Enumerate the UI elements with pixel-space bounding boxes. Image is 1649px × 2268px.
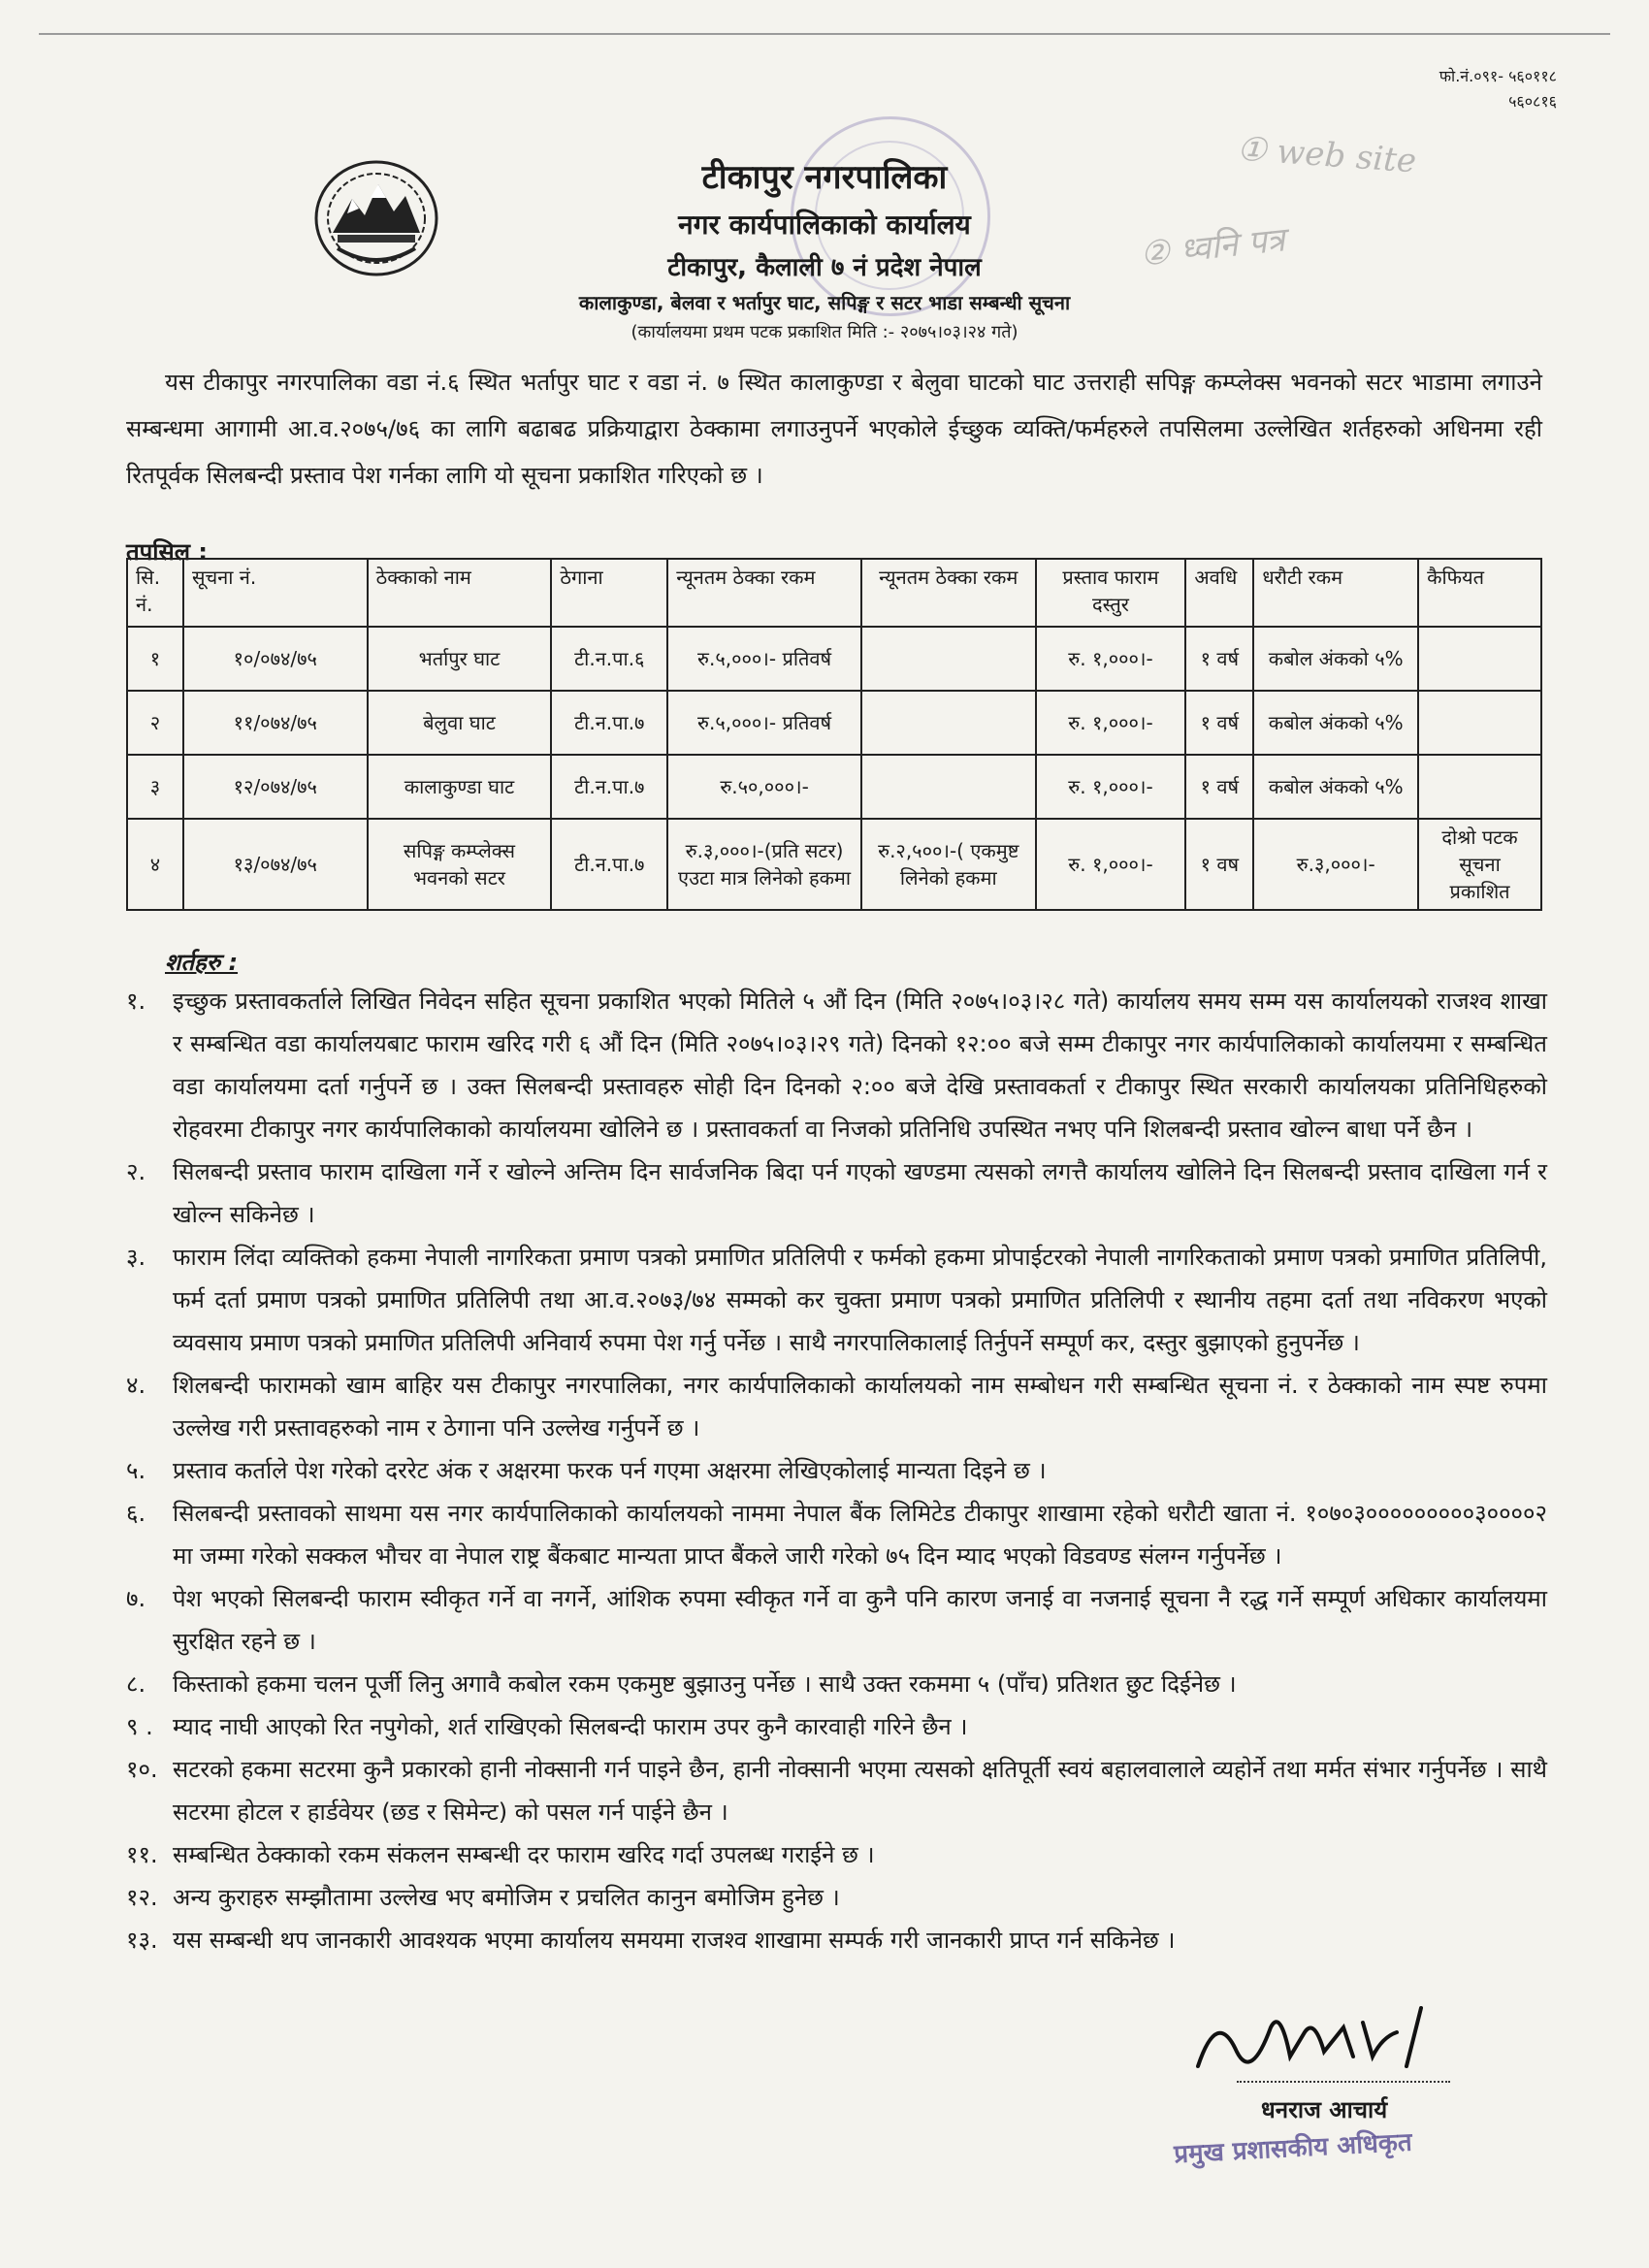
- term-number: १.: [126, 988, 146, 1015]
- term-text: किस्ताको हकमा चलन पूर्जी लिनु अगावै कबोल रकम एकमुष्ट बुझाउनु पर्नेछ । साथै उक्त रकममा ५ (पाँच) प्रतिशत छुट दिईनेछ ।: [173, 1670, 1237, 1698]
- cell-remarks: दोश्रो पटक सूचना प्रकाशित: [1418, 819, 1541, 910]
- cell-period: १ वष: [1185, 819, 1253, 910]
- term-number: ७.: [126, 1585, 146, 1612]
- cell-min-amount: रु.५,०००।- प्रतिवर्ष: [667, 691, 861, 755]
- cell-notice-no: ११/०७४/७५: [183, 691, 368, 755]
- cell-min-amount: रु.३,०००।-(प्रति सटर) एउटा मात्र लिनेको हकमा: [667, 819, 861, 910]
- col-header-sn: सि. नं.: [127, 559, 183, 627]
- office-title: नगर कार्यपालिकाको कार्यालय: [678, 209, 971, 241]
- cell-min-amount-2: [861, 755, 1036, 819]
- cell-min-amount-2: [861, 691, 1036, 755]
- cell-notice-no: १३/०७४/७५: [183, 819, 368, 910]
- list-item: [126, 1577, 1547, 1663]
- cell-period: १ वर्ष: [1185, 755, 1253, 819]
- org-title: टीकापुर नगरपालिका: [701, 158, 948, 197]
- term-text: सिलबन्दी प्रस्तावको साथमा यस नगर कार्यपालिकाको कार्यालयको नाममा नेपाल बैंक लिमिटेड टीकापुर शाखामा रहेको धरौटी खाता नं. १०७०३०००००००००३००००२ मा जम्मा गरेको सक्कल भौचर वा नेपाल राष्ट्र बैंकबाट मान्यता प्राप्त बैंकले जारी गरेको ७५ दिन म्याद भएको विडवण्ड संलग्न गर्नुपर्नेछ ।: [173, 1500, 1547, 1570]
- intro-paragraph: यस टीकापुर नगरपालिका वडा नं.६ स्थित भर्तापुर घाट र वडा नं. ७ स्थित कालाकुण्डा र बेलुवा घाटको घाट उत्तराही सपिङ्ग कम्प्लेक्स भवनको सटर भाडामा लगाउने सम्बन्धमा आगामी आ.व.२०७५/७६ का लागि बढाबढ प्रक्रियाद्वारा ठेक्कामा लगाउनुपर्ने भएकोले ईच्छुक व्यक्ति/फर्महरुले तपसिलमा उल्लेखित शर्तहरुको अधिनमा रही रितपूर्वक सिलबन्दी प्रस्ताव पेश गर्नका लागि यो सूचना प्रकाशित गरिएको छ ।: [126, 369, 1542, 489]
- term-text: यस सम्बन्धी थप जानकारी आवश्यक भएमा कार्यालय समयमा राजश्व शाखामा सम्पर्क गरी जानकारी प्राप्त गर्न सकिनेछ ।: [173, 1927, 1176, 1954]
- list-item: [126, 1236, 1547, 1364]
- term-number: ८.: [126, 1670, 146, 1698]
- term-text: म्याद नाघी आएको रित नपुगेको, शर्त राखिएको सिलबन्दी फाराम उपर कुनै कारवाही गरिने छैन ।: [173, 1713, 968, 1740]
- terms-heading: शर्तहरु :: [165, 949, 239, 976]
- list-item: [126, 1705, 1547, 1748]
- cell-form-fee: रु. १,०००।-: [1036, 691, 1186, 755]
- phone-numbers: [1439, 64, 1557, 114]
- cell-contract-name: बेलुवा घाट: [368, 691, 552, 755]
- signature-line: [1237, 2081, 1450, 2083]
- list-item: [126, 1748, 1547, 1833]
- list-item: [126, 1663, 1547, 1705]
- cell-period: १ वर्ष: [1185, 691, 1253, 755]
- signature-icon: [1179, 1998, 1470, 2086]
- term-text: सिलबन्दी प्रस्ताव फाराम दाखिला गर्ने र खोल्ने अन्तिम दिन सार्वजनिक बिदा पर्न गएको खण्डमा त्यसको लगत्तै कार्यालय खोलिने दिन सिलबन्दी प्रस्ताव दाखिला गर्न र खोल्न सकिनेछ ।: [173, 1158, 1547, 1228]
- table-row: [127, 691, 1541, 755]
- cell-address: टी.न.पा.७: [551, 819, 667, 910]
- cell-sn: ४: [127, 819, 183, 910]
- cell-min-amount: रु.५,०००।- प्रतिवर्ष: [667, 627, 861, 691]
- cell-deposit: कबोल अंकको ५%: [1253, 755, 1418, 819]
- cell-contract-name: कालाकुण्डा घाट: [368, 755, 552, 819]
- term-number: ९ .: [126, 1713, 153, 1740]
- cell-notice-no: १०/०७४/७५: [183, 627, 368, 691]
- col-header-address: ठेगाना: [551, 559, 667, 627]
- cell-deposit: कबोल अंकको ५%: [1253, 691, 1418, 755]
- term-text: सम्बन्धित ठेक्काको रकम संकलन सम्बन्धी दर फाराम खरिद गर्दा उपलब्ध गराईने छ ।: [173, 1841, 875, 1868]
- col-header-min-amount-2: न्यूनतम ठेक्का रकम: [861, 559, 1036, 627]
- table-header-row: [127, 559, 1541, 627]
- cell-sn: १: [127, 627, 183, 691]
- cell-deposit: कबोल अंकको ५%: [1253, 627, 1418, 691]
- cell-form-fee: रु. १,०००।-: [1036, 819, 1186, 910]
- term-number: १२.: [126, 1884, 158, 1911]
- cell-deposit: रु.३,०००।-: [1253, 819, 1418, 910]
- term-text: शिलबन्दी फारामको खाम बाहिर यस टीकापुर नगरपालिका, नगर कार्यपालिकाको कार्यालयको नाम सम्बोधन गरी सम्बन्धित सूचना नं. र ठेक्काको नाम स्पष्ट रुपमा उल्लेख गरी प्रस्तावहरुको नाम र ठेगाना पनि उल्लेख गर्नुपर्ने छ ।: [173, 1372, 1547, 1442]
- table-row: [127, 755, 1541, 819]
- col-header-notice-no: सूचना नं.: [183, 559, 368, 627]
- cell-contract-name: भर्तापुर घाट: [368, 627, 552, 691]
- term-number: ६.: [126, 1500, 146, 1527]
- cell-notice-no: १२/०७४/७५: [183, 755, 368, 819]
- cell-remarks: [1418, 691, 1541, 755]
- cell-form-fee: रु. १,०००।-: [1036, 627, 1186, 691]
- signer-title-stamp: प्रमुख प्रशासकीय अधिकृत: [1173, 2127, 1413, 2170]
- top-border-line: [39, 33, 1610, 35]
- cell-form-fee: रु. १,०००।-: [1036, 755, 1186, 819]
- cell-address: टी.न.पा.७: [551, 755, 667, 819]
- schedule-table: [126, 558, 1542, 911]
- col-header-contract-name: ठेक्काको नाम: [368, 559, 552, 627]
- list-item: [126, 980, 1547, 1150]
- phone-line-1: फो.नं.०९१- ५६०११८: [1439, 67, 1557, 85]
- table-row: [127, 819, 1541, 910]
- col-header-form-fee: प्रस्ताव फाराम दस्तुर: [1036, 559, 1186, 627]
- list-item: [126, 1833, 1547, 1876]
- schedule-label: तपसिल :: [126, 538, 208, 566]
- cell-sn: ३: [127, 755, 183, 819]
- col-header-remarks: कैफियत: [1418, 559, 1541, 627]
- term-text: सटरको हकमा सटरमा कुनै प्रकारको हानी नोक्सानी गर्न पाइने छैन, हानी नोक्सानी भएमा त्यसको क्षतिपूर्ती स्वयं बहालवालाले व्यहोर्ने तथा मर्मत संभार गर्नुपर्नेछ । साथै सटरमा होटल र हार्डवेयर (छड र सिमेन्ट) को पसल गर्न पाईने छैन ।: [173, 1756, 1547, 1826]
- pencil-note-2: ② ध्वनि पत्र: [1138, 220, 1287, 275]
- term-text: इच्छुक प्रस्तावकर्ताले लिखित निवेदन सहित सूचना प्रकाशित भएको मितिले ५ औं दिन (मिति २०७५।०३।२८ गते) कार्यालय समय सम्म यस कार्यालयको राजश्व शाखा र सम्बन्धित वडा कार्यालयबाट फाराम खरिद गरी ६ औं दिन (मिति २०७५।०३।२९ गते) दिनको १२:०० बजे सम्म टीकापुर नगर कार्यपालिकाको कार्यालयमा र सम्बन्धित वडा कार्यालयमा दर्ता गर्नुपर्ने छ । उक्त सिलबन्दी प्रस्तावहरु सोही दिन दिनको २:०० बजे देखि प्रस्तावकर्ता र टीकापुर स्थित सरकारी कार्यालयका प्रतिनिधिहरुको रोहवरमा टीकापुर नगर कार्यपालिकाको कार्यालयमा खोलिने छ । प्रस्तावकर्ता वा निजको प्रतिनिधि उपस्थित नभए पनि शिलबन्दी प्रस्ताव खोल्न बाधा पर्ने छैन ।: [173, 988, 1547, 1143]
- col-header-period: अवधि: [1185, 559, 1253, 627]
- list-item: [126, 1449, 1547, 1492]
- term-text: फाराम लिंदा व्यक्तिको हकमा नेपाली नागरिकता प्रमाण पत्रको प्रमाणित प्रतिलिपी र फर्मको हकमा प्रोपाईटरको नेपाली नागरिकताको प्रमाण पत्रको प्रमाणित प्रतिलिपी, फर्म दर्ता प्रमाण पत्रको प्रमाणित प्रतिलिपी तथा आ.व.२०७३/७४ सम्मको कर चुक्ता प्रमाण पत्रको प्रमाणित प्रतिलिपी र स्थानीय तहमा दर्ता तथा नविकरण भएको व्यवसाय प्रमाण पत्रको प्रमाणित प्रतिलिपी अनिवार्य रुपमा पेश गर्नु पर्नेछ । साथै नगरपालिकालाई तिर्नुपर्ने सम्पूर्ण कर, दस्तुर बुझाएको हुनुपर्नेछ ।: [173, 1244, 1547, 1356]
- signer-name: धनराज आचार्य: [1261, 2096, 1388, 2123]
- term-number: ११.: [126, 1841, 158, 1868]
- term-number: १०.: [126, 1756, 158, 1783]
- term-number: ४.: [126, 1372, 146, 1399]
- cell-remarks: [1418, 627, 1541, 691]
- pencil-note-1: ① web site: [1235, 129, 1418, 181]
- cell-address: टी.न.पा.६: [551, 627, 667, 691]
- notice-subject: कालाकुण्डा, बेलवा र भर्तापुर घाट, सपिङ्ग र सटर भाडा सम्बन्धी सूचना: [578, 291, 1071, 314]
- cell-min-amount-2: रु.२,५००।-( एकमुष्ट लिनेको हकमा: [861, 819, 1036, 910]
- cell-min-amount: रु.५०,०००।-: [667, 755, 861, 819]
- terms-list: [126, 980, 1547, 1961]
- term-number: ५.: [126, 1457, 146, 1484]
- term-text: अन्य कुराहरु सम्झौतामा उल्लेख भए बमोजिम र प्रचलित कानुन बमोजिम हुनेछ ।: [173, 1884, 840, 1911]
- cell-sn: २: [127, 691, 183, 755]
- publish-date: (कार्यालयमा प्रथम पटक प्रकाशित मिति :- २०७५।०३।२४ गते): [630, 322, 1018, 342]
- term-number: ३.: [126, 1244, 146, 1271]
- col-header-min-amount: न्यूनतम ठेक्का रकम: [667, 559, 861, 627]
- term-number: २.: [126, 1158, 146, 1185]
- table-row: [127, 627, 1541, 691]
- list-item: [126, 1919, 1547, 1961]
- col-header-deposit: धरौटी रकम: [1253, 559, 1418, 627]
- office-address: टीकापुर, कैलाली ७ नं प्रदेश नेपाल: [667, 253, 982, 282]
- cell-period: १ वर्ष: [1185, 627, 1253, 691]
- term-text: प्रस्ताव कर्ताले पेश गरेको दररेट अंक र अक्षरमा फरक पर्न गएमा अक्षरमा लेखिएकोलाई मान्यता दिइने छ ।: [173, 1457, 1047, 1484]
- list-item: [126, 1876, 1547, 1919]
- term-text: पेश भएको सिलबन्दी फाराम स्वीकृत गर्ने वा नगर्ने, आंशिक रुपमा स्वीकृत गर्ने वा कुनै पनि कारण जनाई वा नजनाई सूचना नै रद्ध गर्ने सम्पूर्ण अधिकार कार्यालयमा सुरक्षित रहने छ ।: [173, 1585, 1547, 1655]
- term-number: १३.: [126, 1927, 158, 1954]
- cell-address: टी.न.पा.७: [551, 691, 667, 755]
- list-item: [126, 1150, 1547, 1236]
- list-item: [126, 1492, 1547, 1577]
- list-item: [126, 1364, 1547, 1449]
- cell-remarks: [1418, 755, 1541, 819]
- cell-contract-name: सपिङ्ग कम्प्लेक्स भवनको सटर: [368, 819, 552, 910]
- cell-min-amount-2: [861, 627, 1036, 691]
- phone-line-2: ५६०८१६: [1508, 92, 1557, 111]
